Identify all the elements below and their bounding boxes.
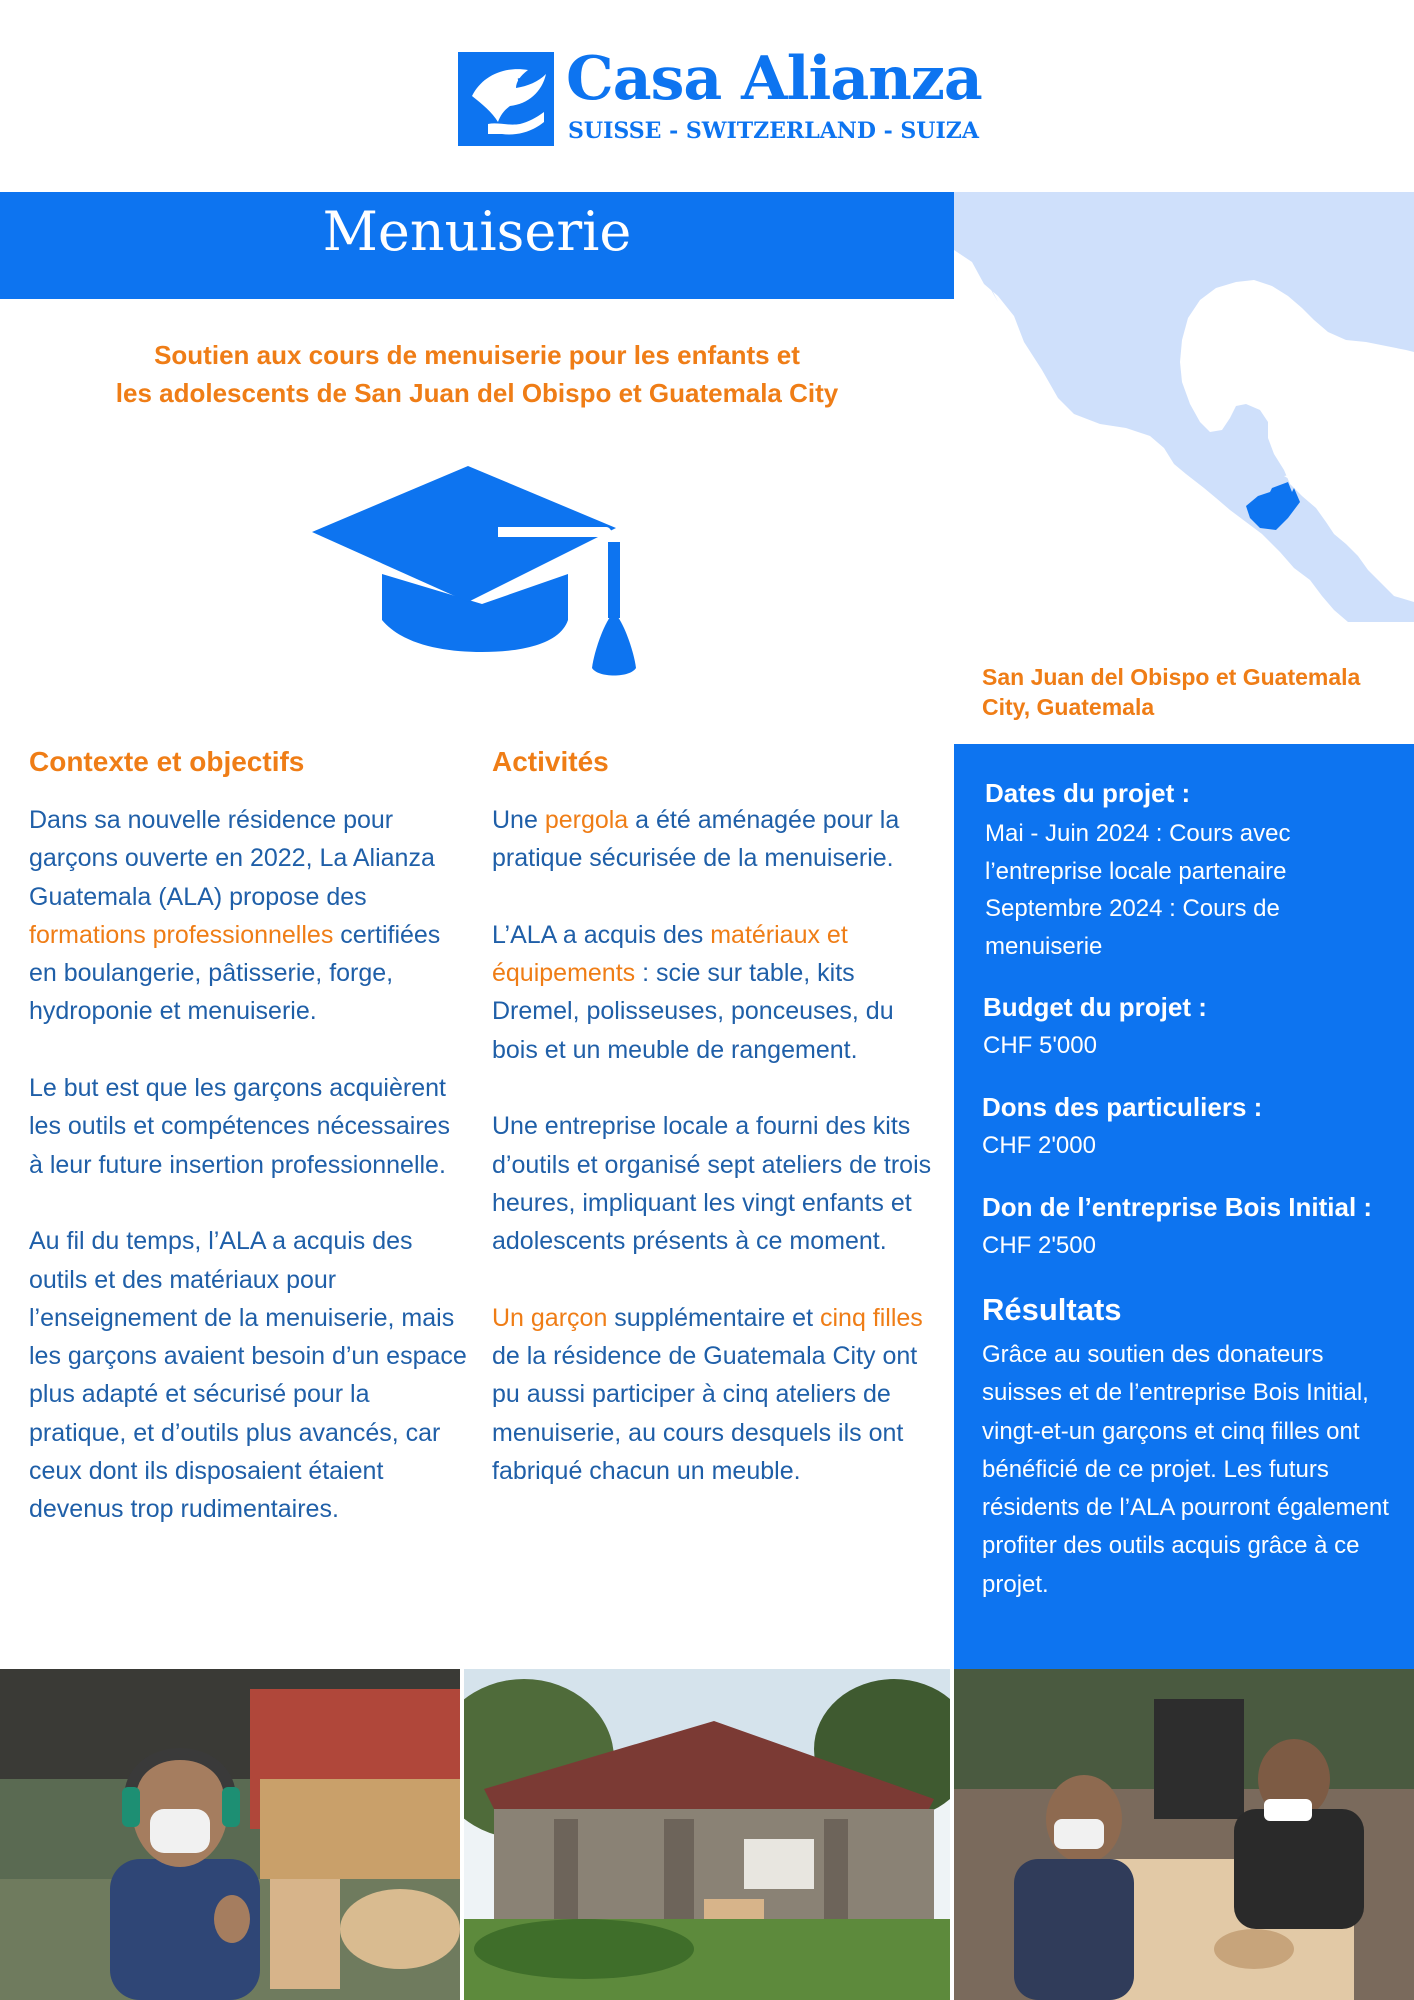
context-paragraph-1 bbox=[29, 801, 469, 1031]
company-donation-value: CHF 2'500 bbox=[982, 1232, 1096, 1259]
subtitle bbox=[60, 336, 894, 412]
subtitle-line-1: Soutien aux cours de menuiserie pour les enfants et bbox=[154, 340, 800, 370]
activities-p2-text-b: : scie sur table, kits Dremel, polisseuses, ponceuses, du bois et un meuble de rangement. bbox=[492, 959, 894, 1064]
activities-p4-text-a: supplémentaire et bbox=[607, 1303, 820, 1332]
activities-p2-text-a: L’ALA a acquis des bbox=[492, 920, 711, 949]
photo-pergola bbox=[464, 1669, 950, 2000]
activities-p4-text-b: de la résidence de Guatemala City ont pu aussi participer à cinq ateliers de menuiserie, au cours desquels ils ont fabriqué chacun un meuble. bbox=[492, 1342, 918, 1486]
budget-label: Budget du projet : bbox=[983, 992, 1207, 1022]
activities-p4-highlight-1: Un garçon bbox=[492, 1303, 608, 1332]
logo-subtitle: SUISSE - SWITZERLAND - SUIZA bbox=[568, 118, 979, 144]
central-america-map bbox=[954, 192, 1414, 622]
dates-line-2: Septembre 2024 : Cours de menuiserie bbox=[985, 895, 1280, 960]
logo-name: Casa Alianza bbox=[566, 44, 982, 114]
activities-p4-highlight-2: cinq filles bbox=[819, 1303, 923, 1332]
results-body: Grâce au soutien des donateurs suisses et de l’entreprise Bois Initial, vingt-et-un garçons et cinq filles ont bénéficié de ce projet. Les futurs résidents de l’ALA pourront également profiter des outils acquis grâce à ce projet. bbox=[982, 1341, 1389, 1598]
results-heading: Résultats bbox=[982, 1292, 1122, 1327]
company-donation-label: Don de l’entreprise Bois Initial : bbox=[982, 1192, 1373, 1222]
activities-p1-text-a: Une bbox=[492, 806, 545, 834]
dates-line-1: Mai - Juin 2024 : Cours avec l’entreprise locale partenaire bbox=[985, 820, 1291, 885]
context-heading: Contexte et objectifs bbox=[29, 746, 305, 777]
activities-heading: Activités bbox=[492, 746, 609, 777]
activities-paragraph-4 bbox=[492, 1299, 932, 1490]
activities-paragraph-1 bbox=[492, 801, 932, 878]
logo-icon bbox=[458, 52, 554, 146]
activities-body bbox=[492, 801, 932, 1529]
photo-woodworking-workshop bbox=[954, 1669, 1414, 2000]
activities-p1-text-b: a été aménagée pour la pratique sécurisée de la menuiserie. bbox=[492, 806, 900, 873]
private-donations-value: CHF 2'000 bbox=[982, 1132, 1096, 1159]
context-paragraph-2: Le but est que les garçons acquièrent les outils et compétences nécessaires à leur future insertion professionnelle. bbox=[29, 1074, 451, 1179]
activities-paragraph-3: Une entreprise locale a fourni des kits d’outils et organisé sept ateliers de trois heures, impliquant les vingt enfants et adolescents présents à ce moment. bbox=[492, 1112, 932, 1256]
activities-p1-highlight: pergola bbox=[544, 806, 629, 834]
photo-boy-with-ear-protection bbox=[0, 1669, 460, 2000]
graduation-cap-icon bbox=[312, 462, 642, 682]
context-body bbox=[29, 801, 469, 1567]
context-p1-highlight: formations professionnelles bbox=[29, 920, 334, 949]
activities-paragraph-2 bbox=[492, 916, 932, 1069]
context-p1-text-b: certifiées en boulangerie, pâtisserie, forge, hydroponie et menuiserie. bbox=[29, 920, 441, 1026]
activities-p2-highlight: matériaux et équipements bbox=[492, 920, 848, 988]
budget-value: CHF 5'000 bbox=[983, 1032, 1097, 1059]
private-donations-label: Dons des particuliers : bbox=[982, 1092, 1263, 1122]
context-paragraph-3: Au fil du temps, l’ALA a acquis des outils et des matériaux pour l’enseignement de la menuiserie, mais les garçons avaient besoin d’un espace plus adapté et sécurisé pour la pratique, et d’outils plus avancés, car ceux dont ils disposaient étaient devenus trop rudimentaires. bbox=[29, 1227, 467, 1524]
location-label: San Juan del Obispo et Guatemala City, Guatemala bbox=[982, 664, 1361, 720]
subtitle-line-2: les adolescents de San Juan del Obispo et Guatemala City bbox=[115, 378, 839, 408]
dates-label: Dates du projet : bbox=[985, 778, 1191, 808]
context-p1-text-a: Dans sa nouvelle résidence pour garçons ouverte en 2022, La Alianza Guatemala (ALA) propose des bbox=[29, 806, 435, 911]
page-title: Menuiserie bbox=[322, 200, 632, 263]
dates-value bbox=[985, 815, 1395, 965]
